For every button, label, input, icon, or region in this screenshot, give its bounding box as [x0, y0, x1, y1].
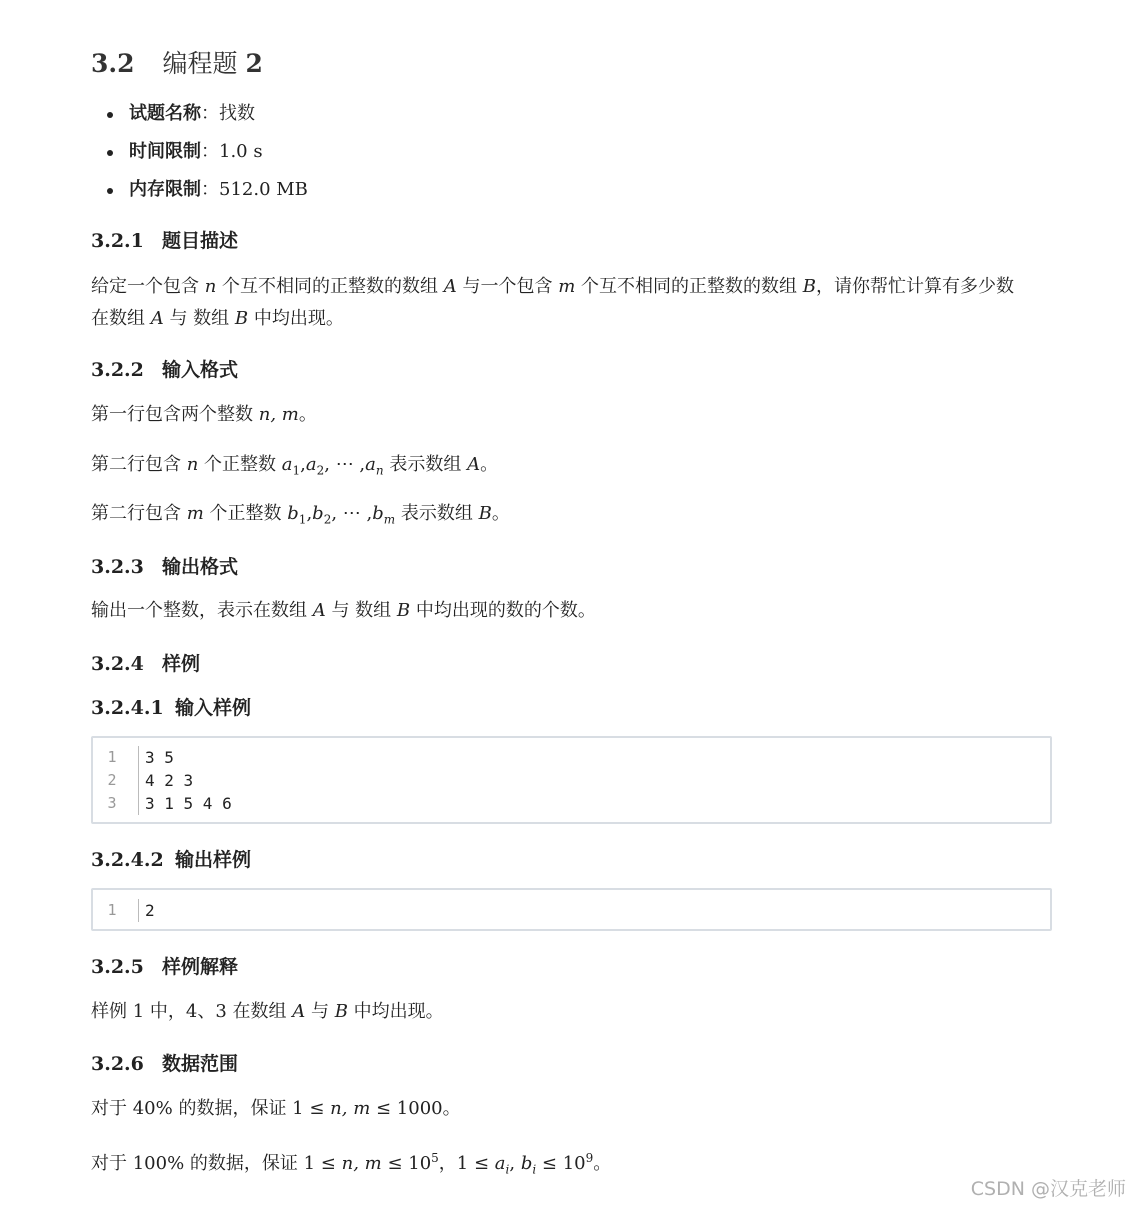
text-run: ≤ 10: [536, 1153, 586, 1174]
text-run: 个互不相同的正整数的数组: [575, 276, 803, 297]
watermark: CSDN @汉克老师: [970, 1178, 1126, 1200]
section-title: [91, 44, 263, 80]
code-line: [93, 792, 1050, 815]
heading-number: 3.2.4.2: [91, 849, 164, 871]
math-var: a: [281, 454, 293, 475]
math-var: b: [520, 1153, 533, 1174]
math-var: B: [234, 308, 249, 329]
math-var: n, m: [258, 404, 299, 425]
meta-key: 时间限制: [129, 141, 201, 162]
sample-output-code-block[interactable]: [91, 888, 1052, 931]
meta-sep: ：: [201, 141, 219, 162]
text-run: 第二行包含: [91, 503, 187, 524]
line-number: 1: [107, 901, 117, 919]
meta-sep: ：: [201, 103, 219, 124]
math-var: a: [365, 454, 376, 475]
text-run: 中均出现的数的个数。: [410, 600, 596, 621]
heading-number: 3.2.2: [91, 359, 144, 381]
line-number: 2: [107, 771, 117, 789]
code-text: 4 2 3: [138, 769, 193, 792]
math-sub: m: [383, 512, 396, 527]
range-line-1: [91, 1093, 1056, 1125]
math-sub: i: [532, 1162, 537, 1177]
heading-text: 样例解释: [162, 956, 239, 978]
text-run: ，请你帮忙计算有多少数: [816, 276, 1014, 297]
text-run: 。: [480, 454, 499, 475]
code-text: 2: [138, 899, 155, 922]
math-var: A: [312, 600, 326, 621]
math-var: n, m: [330, 1098, 371, 1119]
text-run: 表示数组: [383, 454, 468, 475]
meta-item-name: [91, 98, 308, 136]
text-run: 第一行包含两个整数: [91, 404, 259, 425]
text-run: 个正整数: [198, 454, 282, 475]
math-var: n: [204, 276, 217, 297]
heading-number: 3.2.1: [91, 230, 144, 252]
heading-number: 3.2.4: [91, 653, 144, 675]
math-sep: ,: [306, 503, 313, 524]
code-text: 3 1 5 4 6: [138, 792, 232, 815]
math-sep: , ⋯ ,: [324, 454, 366, 475]
heading-text: 题目描述: [162, 230, 239, 252]
meta-value: 找数: [219, 103, 255, 124]
math-var: A: [292, 1001, 306, 1022]
explanation-paragraph: [91, 996, 1056, 1028]
section-number: 3.2: [91, 49, 135, 78]
section-title-suffix: 2: [245, 49, 263, 78]
meta-key: 试题名称: [129, 103, 201, 124]
heading-text: 输出格式: [162, 556, 239, 578]
math-sub: i: [505, 1162, 510, 1177]
heading-number: 3.2.6: [91, 1053, 144, 1075]
text-run: 与 数组: [163, 308, 235, 329]
heading-input-format: [91, 355, 238, 382]
math-sub: n: [375, 463, 384, 478]
text-run: 个互不相同的正整数的数组: [216, 276, 444, 297]
math-var: m: [186, 503, 204, 524]
text-run: 在数组: [91, 308, 151, 329]
text-run: ≤ 1000。: [370, 1098, 461, 1119]
math-var: B: [396, 600, 411, 621]
math-sep: ,: [300, 454, 306, 475]
math-var: B: [334, 1001, 348, 1022]
line-number: 3: [107, 794, 117, 812]
math-var: n, m: [341, 1153, 382, 1174]
math-sup: 5: [431, 1151, 439, 1165]
text-run: 中均出现。: [347, 1001, 444, 1022]
heading-sample-input: [91, 693, 251, 720]
text-run: 给定一个包含: [91, 276, 205, 297]
heading-text: 输入样例: [175, 697, 252, 719]
text-run: 表示数组: [395, 503, 479, 524]
input-line-1: [91, 399, 1056, 431]
description-paragraph: [91, 271, 1056, 335]
heading-description: [91, 226, 238, 253]
math-var: b: [312, 503, 324, 524]
math-sub: 1: [292, 463, 301, 478]
text-run: 与: [305, 1001, 335, 1022]
text-run: 对于 40% 的数据，保证 1 ≤: [91, 1098, 331, 1119]
code-line: [93, 899, 1050, 922]
output-paragraph: [91, 595, 1056, 627]
input-line-3: [91, 498, 1056, 536]
heading-text: 样例: [162, 653, 201, 675]
heading-text: 输出样例: [175, 849, 252, 871]
heading-text: 输入格式: [162, 359, 239, 381]
math-sep: , ⋯ ,: [331, 503, 373, 524]
meta-key: 内存限制: [129, 179, 201, 200]
code-text: 3 5: [138, 746, 174, 769]
meta-item-time: [91, 136, 308, 174]
math-var: A: [467, 454, 481, 475]
meta-sep: ：: [201, 179, 219, 200]
text-run: 对于 100% 的数据，保证 1 ≤: [91, 1153, 342, 1174]
math-var: n: [186, 454, 199, 475]
section-title-text: 编程题: [162, 49, 238, 78]
text-run: 。: [298, 404, 317, 425]
heading-sample-explanation: [91, 952, 238, 979]
input-line-2: [91, 449, 1056, 487]
meta-value: 512.0 MB: [219, 179, 308, 200]
text-run: 中均出现。: [248, 308, 344, 329]
text-run: 样例 1 中，4、3 在数组: [91, 1001, 293, 1022]
heading-sample: [91, 649, 200, 676]
sample-input-code-block[interactable]: [91, 736, 1052, 824]
heading-data-range: [91, 1049, 238, 1076]
math-var: A: [443, 276, 457, 297]
math-var: B: [802, 276, 816, 297]
math-var: b: [372, 503, 384, 524]
heading-output-format: [91, 552, 238, 579]
meta-item-memory: [91, 174, 308, 212]
text-run: 输出一个整数，表示在数组: [91, 600, 313, 621]
problem-meta-list: [91, 98, 308, 212]
heading-number: 3.2.3: [91, 556, 144, 578]
math-sup: 9: [585, 1151, 594, 1165]
line-number: 1: [107, 748, 117, 766]
math-sub: 1: [298, 512, 307, 527]
math-sep: ,: [509, 1153, 516, 1174]
heading-number: 3.2.4.1: [91, 697, 164, 719]
code-line: [93, 769, 1050, 792]
math-var: b: [287, 503, 299, 524]
text-run: ≤ 10: [381, 1153, 432, 1174]
text-run: 。: [491, 503, 510, 524]
math-sub: 2: [323, 512, 332, 527]
heading-text: 数据范围: [162, 1053, 239, 1075]
heading-number: 3.2.5: [91, 956, 144, 978]
math-sub: 2: [316, 463, 325, 478]
math-var: a: [494, 1153, 506, 1174]
text-run: ，1 ≤: [438, 1153, 495, 1174]
text-run: 个正整数: [203, 503, 288, 524]
math-var: a: [305, 454, 317, 475]
math-var: m: [558, 276, 576, 297]
code-line: [93, 746, 1050, 769]
text-run: 与 数组: [325, 600, 397, 621]
range-line-2: [91, 1142, 1056, 1186]
heading-sample-output: [91, 845, 251, 872]
text-run: 与一个包含: [456, 276, 559, 297]
math-var: A: [150, 308, 164, 329]
text-run: 。: [593, 1153, 612, 1174]
meta-value: 1.0 s: [219, 141, 263, 162]
math-var: B: [478, 503, 492, 524]
text-run: 第二行包含: [91, 454, 187, 475]
